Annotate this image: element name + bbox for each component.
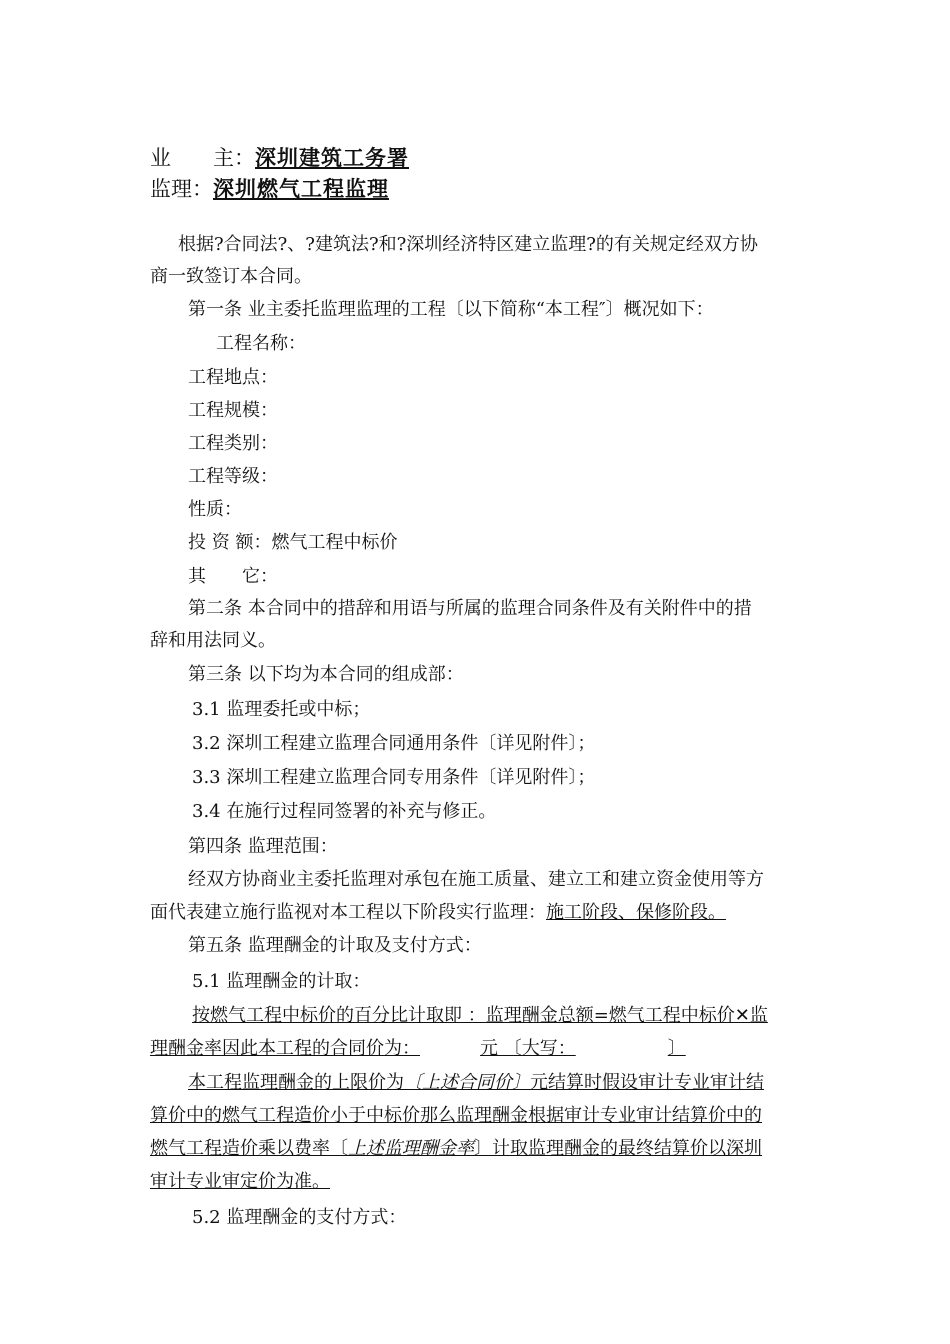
article-3-item-3: 3.3 深圳工程建立监理合同专用条件〔详见附件〕； bbox=[192, 767, 596, 788]
article-5-sub-1: 5.1 监理酬金的计取： bbox=[192, 971, 371, 992]
article-5-sub-2: 5.2 监理酬金的支付方式： bbox=[192, 1207, 407, 1228]
fee-cap-rate: 上述监理酬金率 bbox=[348, 1138, 474, 1159]
article-5-heading: 第五条 监理酬金的计取及支付方式： bbox=[188, 935, 482, 956]
fee-calc-line-2-c: 〕 bbox=[667, 1038, 686, 1059]
article-4-line-2 bbox=[150, 902, 726, 924]
fee-cap-line-1 bbox=[188, 1072, 764, 1094]
fee-cap-line-1-a: 本工程监理酬金的上限价为 bbox=[188, 1072, 404, 1093]
supervision-stages: 施工阶段、保修阶段。 bbox=[546, 902, 726, 923]
supervisor-line bbox=[150, 176, 389, 202]
field-project-category: 工程类别： bbox=[188, 433, 278, 454]
fee-cap-line-3-a: 燃气工程造价乘以费率〔 bbox=[150, 1138, 348, 1159]
fee-cap-line-3 bbox=[150, 1138, 762, 1160]
intro-line-1: 根据?合同法?、?建筑法?和?深圳经济特区建立监理?的有关规定经双方协 bbox=[178, 234, 758, 255]
fee-cap-line-1-c: 元结算时假设审计专业审计结 bbox=[530, 1072, 764, 1093]
fee-cap-line-4: 审计专业审定价为准。 bbox=[150, 1171, 330, 1192]
article-3-item-1: 3.1 监理委托或中标； bbox=[192, 699, 371, 720]
field-nature: 性质： bbox=[188, 499, 242, 520]
owner-label: 业 主： bbox=[150, 146, 255, 170]
article-1-heading: 第一条 业主委托监理监理的工程〔以下简称“本工程″〕概况如下： bbox=[188, 299, 714, 320]
field-project-scale: 工程规模： bbox=[188, 400, 278, 421]
article-4-line-1: 经双方协商业主委托监理对承包在施工质量、建立工和建立资金使用等方 bbox=[188, 869, 764, 890]
supervisor-name: 深圳燃气工程监理 bbox=[213, 176, 389, 201]
article-2-line-1: 第二条 本合同中的措辞和用语与所属的监理合同条件及有关附件中的措 bbox=[188, 598, 752, 619]
supervisor-label: 监理： bbox=[150, 177, 213, 201]
field-other: 其 它： bbox=[188, 566, 278, 587]
fee-calc-line-2-b: 元 〔大写： bbox=[480, 1038, 576, 1059]
field-project-grade: 工程等级： bbox=[188, 466, 278, 487]
article-2-line-2: 辞和用法同义。 bbox=[150, 630, 276, 651]
article-3-item-2: 3.2 深圳工程建立监理合同通用条件〔详见附件〕； bbox=[192, 733, 596, 754]
fee-cap-line-2: 算价中的燃气工程造价小于中标价那么监理酬金根据审计专业审计结算价中的 bbox=[150, 1105, 762, 1126]
owner-line bbox=[150, 145, 409, 171]
intro-line-2: 商一致签订本合同。 bbox=[150, 266, 312, 287]
fee-calc-line-2 bbox=[150, 1038, 694, 1060]
fee-cap-contract-price: 〔上述合同价〕 bbox=[404, 1072, 530, 1093]
article-3-item-4: 3.4 在施行过程同签署的补充与修正。 bbox=[192, 801, 497, 822]
fee-calc-line-1: 按燃气工程中标价的百分比计取即 ：监理酬金总额=燃气工程中标价✕监 bbox=[192, 1005, 768, 1026]
field-project-name: 工程名称： bbox=[216, 333, 306, 354]
article-4-line-2-text: 面代表建立施行监视对本工程以下阶段实行监理： bbox=[150, 902, 546, 923]
fee-cap-line-3-c: 〕计取监理酬金的最终结算价以深圳 bbox=[474, 1138, 762, 1159]
field-investment: 投 资 额：燃气工程中标价 bbox=[188, 532, 398, 553]
owner-name: 深圳建筑工务署 bbox=[255, 145, 409, 170]
fee-calc-line-2-a: 理酬金率因此本工程的合同价为： bbox=[150, 1038, 420, 1059]
field-project-location: 工程地点： bbox=[188, 367, 278, 388]
article-4-heading: 第四条 监理范围： bbox=[188, 836, 338, 857]
article-3-heading: 第三条 以下均为本合同的组成部： bbox=[188, 664, 464, 685]
